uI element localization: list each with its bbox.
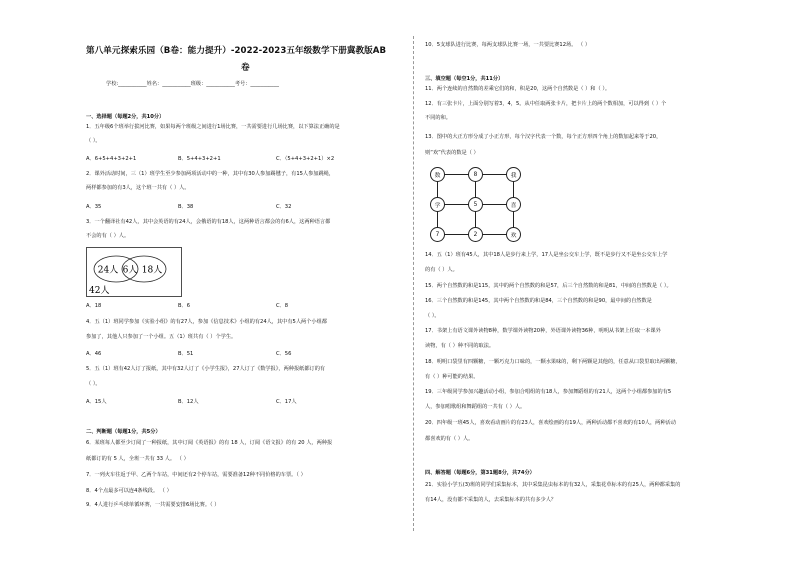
grid-node-r2c2: 5 bbox=[468, 197, 483, 212]
column-divider bbox=[413, 36, 414, 531]
question-21-line-2: 有14人，没有都不采集的人，去采集标本的共有多少人？ bbox=[425, 497, 557, 503]
question-4-option-b: B．51 bbox=[178, 351, 194, 357]
section-heading-fill: 三、填空题（每空1分，共11分） bbox=[425, 76, 504, 82]
venn-diagram bbox=[86, 247, 182, 297]
question-5-line-1: 5．五（1）班有42人订了报纸，其中有32人订了《小学生报》，27人订了《数学报》，两种报纸都订的有 bbox=[86, 366, 326, 372]
question-4-option-c: C．56 bbox=[276, 351, 292, 357]
question-1-line-1: 1．五年级6个班举行拔河比赛，如果每两个班级之间进行1场比赛，一共需要进行几场比赛，以下算法正确的是 bbox=[86, 124, 340, 130]
question-5-option-b: B．12人 bbox=[178, 399, 199, 405]
question-21-line-1: 21．实验小学五(3)班的同学们采集标本，其中采集昆虫标本的有32人，采集花草标本的有25人，两种都采集的 bbox=[425, 482, 681, 488]
question-2-option-b: B．38 bbox=[178, 204, 194, 210]
question-12-line-2: 不同的和。 bbox=[425, 115, 451, 121]
question-5-option-c: C．17人 bbox=[276, 399, 297, 405]
section-heading-solve: 四、解答题（每题6分，第31题8分，共74分） bbox=[425, 470, 535, 476]
question-2-line-1: 2．课外活动时间，三（1）班学生至少参加两项活动中的一种，其中有30人参加踢毽子，有15人参加跳绳， bbox=[86, 171, 335, 177]
venn-overlap-label: 6人 bbox=[122, 265, 138, 276]
question-1-line-2: （ ）。 bbox=[86, 138, 101, 144]
grid-node-r2c1: 学 bbox=[430, 197, 445, 212]
question-2-line-2: 两样都参加的有3人，这个班一共有（ ）人。 bbox=[86, 185, 190, 191]
question-3-option-a: A．18 bbox=[86, 303, 102, 309]
venn-right-label: 18人 bbox=[141, 265, 163, 276]
grid-node-r1c2: 8 bbox=[468, 167, 483, 182]
question-1-option-a: A．6+5+4+3+2+1 bbox=[86, 156, 137, 162]
grid-node-r3c2: 2 bbox=[468, 227, 483, 242]
question-9: 9．4人进行乒乓球单循环赛，一共需要安排6场比赛。（ ） bbox=[86, 502, 220, 508]
grid-node-r1c1: 数 bbox=[430, 167, 445, 182]
question-3-line-2: 不会的有（ ）人。 bbox=[86, 233, 130, 239]
student-info-line: 学校:___________姓名：___________班级：___________考号：___________ bbox=[106, 81, 279, 87]
question-6-line-2: 纸都订的有 5 人，全班一共有 33 人。 （ ） bbox=[86, 456, 189, 462]
question-16-line-1: 16．三个自然数的和是145，其中两个自然数的和是84，三个自然数的和是90，最中间的自然数是 bbox=[425, 298, 652, 304]
venn-left-label: 24人 bbox=[97, 265, 119, 276]
question-1-option-c: C．（5+4+3+2+1）×2 bbox=[276, 156, 335, 162]
question-19-line-1: 19．三年级同学参加兴趣活动小组，参加合唱组的有18人，参加舞蹈组的有21人，这两个小组都参加的有5 bbox=[425, 389, 672, 395]
grid-node-r1c3: 我 bbox=[506, 167, 521, 182]
question-3-option-b: B．6 bbox=[178, 303, 191, 309]
question-7: 7．一列火车往返于甲、乙两个车站，中间还有2个停车站，需要准备12种不同价格的车票。（ ） bbox=[86, 472, 306, 478]
question-5-option-a: A．15人 bbox=[86, 399, 107, 405]
page-title: 第八单元探索乐园（B卷：能力提升）-2022-2023五年级数学下册冀教版AB bbox=[86, 46, 387, 56]
page-title-continuation: 卷 bbox=[241, 63, 250, 73]
question-10: 10．5支球队进行比赛，每两支球队比赛一场，一共要比赛12场。 （ ） bbox=[425, 42, 591, 48]
grid-node-r3c1: 7 bbox=[430, 227, 445, 242]
question-2-option-c: C．32 bbox=[276, 204, 292, 210]
question-16-line-2: （ ）。 bbox=[425, 313, 440, 319]
question-2-option-a: A．35 bbox=[86, 204, 102, 210]
question-20-line-1: 20．四年级一班45人，喜欢看动画片的有23人，喜欢绘画的有19人，两种活动都不喜欢的有10人，两种活动 bbox=[425, 420, 676, 426]
question-17-line-2: 读物，有（ ）种不同的取法。 bbox=[425, 343, 495, 349]
question-5-line-2: （ ）。 bbox=[86, 381, 101, 387]
question-18-line-2: 有（ ）种可能的结果。 bbox=[425, 374, 479, 380]
question-4-line-1: 4．五（1）班同学参加《实验小组》的有27人，参加《信息技术》小组的有24人，其中有5人两个小组都 bbox=[86, 319, 327, 325]
venn-total-label: 42人 bbox=[89, 286, 110, 296]
question-14-line-1: 14．五（1）班有45人，其中18人是步行来上学，17人是坐公交车上学，既不是步行又不是坐公交车上学 bbox=[425, 252, 668, 258]
question-13-line-2: 则“欢”代表的数是（ ） bbox=[425, 150, 479, 156]
number-square-figure bbox=[429, 166, 523, 248]
section-heading-choice: 一、选择题（每题2分，共10分） bbox=[86, 114, 165, 120]
question-3-line-1: 3．一个翻译社有42人，其中会英语的有24人，会俄语的有18人，这两种语言都会的有6人，这两种语言都 bbox=[86, 219, 331, 225]
question-6-line-1: 6．某班每人都至少订阅了一种报纸，其中订阅《英语报》的有 18 人，订阅《语文报》的有 20 人，两种报 bbox=[86, 440, 333, 446]
question-11: 11．两个连续的自然数的差乘它们的和，积是20，这两个自然数是（ ）和（ ）。 bbox=[425, 86, 611, 92]
question-12-line-1: 12．有三张卡片，上面分别写着3，4，5。从中任取两张卡片，把卡片上的两个数相加，可以得到（ ）个 bbox=[425, 101, 667, 107]
section-heading-judge: 二、判断题（每题1分，共5分） bbox=[86, 429, 161, 435]
grid-node-r2c3: 喜 bbox=[506, 197, 521, 212]
question-14-line-2: 的有（ ）人。 bbox=[425, 267, 458, 273]
question-18-line-1: 18．明明口袋里有四颗糖，一颗巧克力口味的，一颗水果味的，剩下两颗是其他的，任意从口袋里取出两颗糖， bbox=[425, 359, 681, 365]
question-8: 8．4个点最多可以连4条线段。 （ ） bbox=[86, 488, 172, 494]
question-4-option-a: A．46 bbox=[86, 351, 102, 357]
question-13-line-1: 13．图中的大正方形分成了小正方形，每个汉字代表一个数，每个正方形四个角上的数加起来等于20， bbox=[425, 134, 662, 140]
question-4-line-2: 参加了，其他人只参加了一个小组。五（1）班共有（ ）个学生。 bbox=[86, 334, 237, 340]
question-15: 15．两个自然数的和是115，其中的两个自然数的和是57，后三个自然数的和是81，中间的自然数是（ ）。 bbox=[425, 283, 672, 289]
question-17-line-1: 17．书架上有语文课外读物8种，数学课外读物20种，外语课外读物36种，明明从书架上任取一本课外 bbox=[425, 328, 661, 334]
question-3-option-c: C．8 bbox=[276, 303, 289, 309]
question-20-line-2: 都喜欢的有（ ）人。 bbox=[425, 436, 474, 442]
question-1-option-b: B．5+4+3+2+1 bbox=[178, 156, 221, 162]
grid-node-r3c3: 欢 bbox=[506, 227, 521, 242]
question-19-line-2: 人，参加唱歌组和舞蹈组的一共有（ ）人。 bbox=[425, 404, 526, 410]
